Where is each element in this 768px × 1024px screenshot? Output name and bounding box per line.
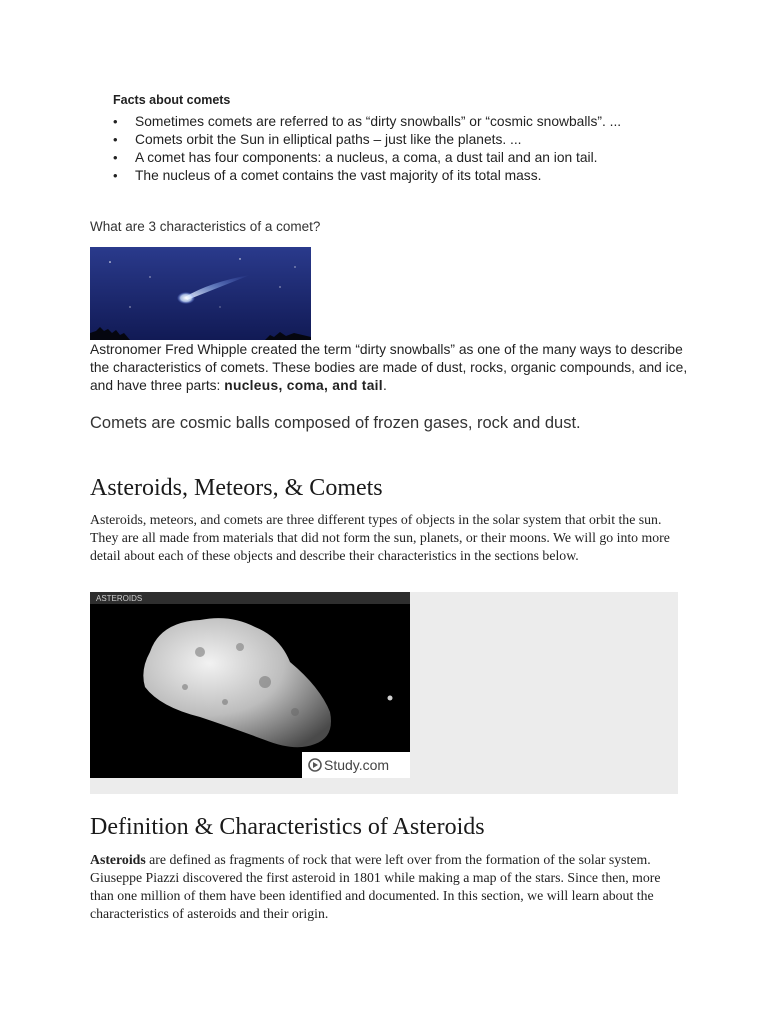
list-item-text: Comets orbit the Sun in elliptical paths – just like the planets. ... [135,132,522,147]
summary-text: Comets are cosmic balls composed of frozen gases, rock and dust. [90,414,581,432]
facts-heading: Facts about comets [113,93,231,107]
asteroids-definition-paragraph [90,851,680,923]
section-heading-asteroids-meteors-comets: Asteroids, Meteors, & Comets [90,475,383,501]
bullet-icon: • [113,150,118,165]
bullet-icon: • [113,114,118,129]
list-item [113,167,713,185]
section-paragraph: Asteroids, meteors, and comets are three different types of objects in the solar system that orbit the sun. They are all made from materials that did not form the sun, planets, or their moons. We will go into more detail about each of these objects and describe their characteristics in the sections below. [90,512,670,563]
facts-list [113,113,713,185]
list-item [113,149,713,167]
bullet-icon: • [113,168,118,183]
list-item-text: Sometimes comets are referred to as “dirty snowballs” or “cosmic snowballs”. ... [135,114,622,129]
bullet-icon: • [113,132,118,147]
comet-photo-icon [90,247,311,340]
list-item [113,113,713,131]
asteroid-caption: ASTEROIDS [96,594,143,603]
list-item [113,131,713,149]
asteroids-definition-text: are defined as fragments of rock that were left over from the formation of the solar system. Giuseppe Piazzi discovered the first asteroid in 1801 while making a map of the stars. Since then, more than one million of them have been identified and documented. In this section, we will learn about the characteristics of asteroids and their origin. [90,852,661,921]
whipple-end: . [382,378,387,393]
question-text: What are 3 characteristics of a comet? [90,219,321,234]
comet-image [90,247,311,340]
whipple-bold-parts: nucleus, coma, and tail [224,378,383,393]
asteroid-image [90,592,410,778]
whipple-text: Astronomer Fred Whipple created the term “dirty snowballs” as one of the many ways to describe the characteristics of comets. These bodies are made of dust, rocks, organic compounds, and ice, and have three parts: [90,342,688,393]
whipple-paragraph [90,341,690,395]
list-item-text: A comet has four components: a nucleus, a coma, a dust tail and an ion tail. [135,150,598,165]
studycom-watermark: Study.com [324,757,390,773]
asteroid-photo-icon [90,592,410,778]
section-heading-asteroids-definition: Definition & Characteristics of Asteroids [90,814,485,840]
list-item-text: The nucleus of a comet contains the vast majority of its total mass. [135,168,542,183]
asteroids-term: Asteroids [90,852,146,867]
